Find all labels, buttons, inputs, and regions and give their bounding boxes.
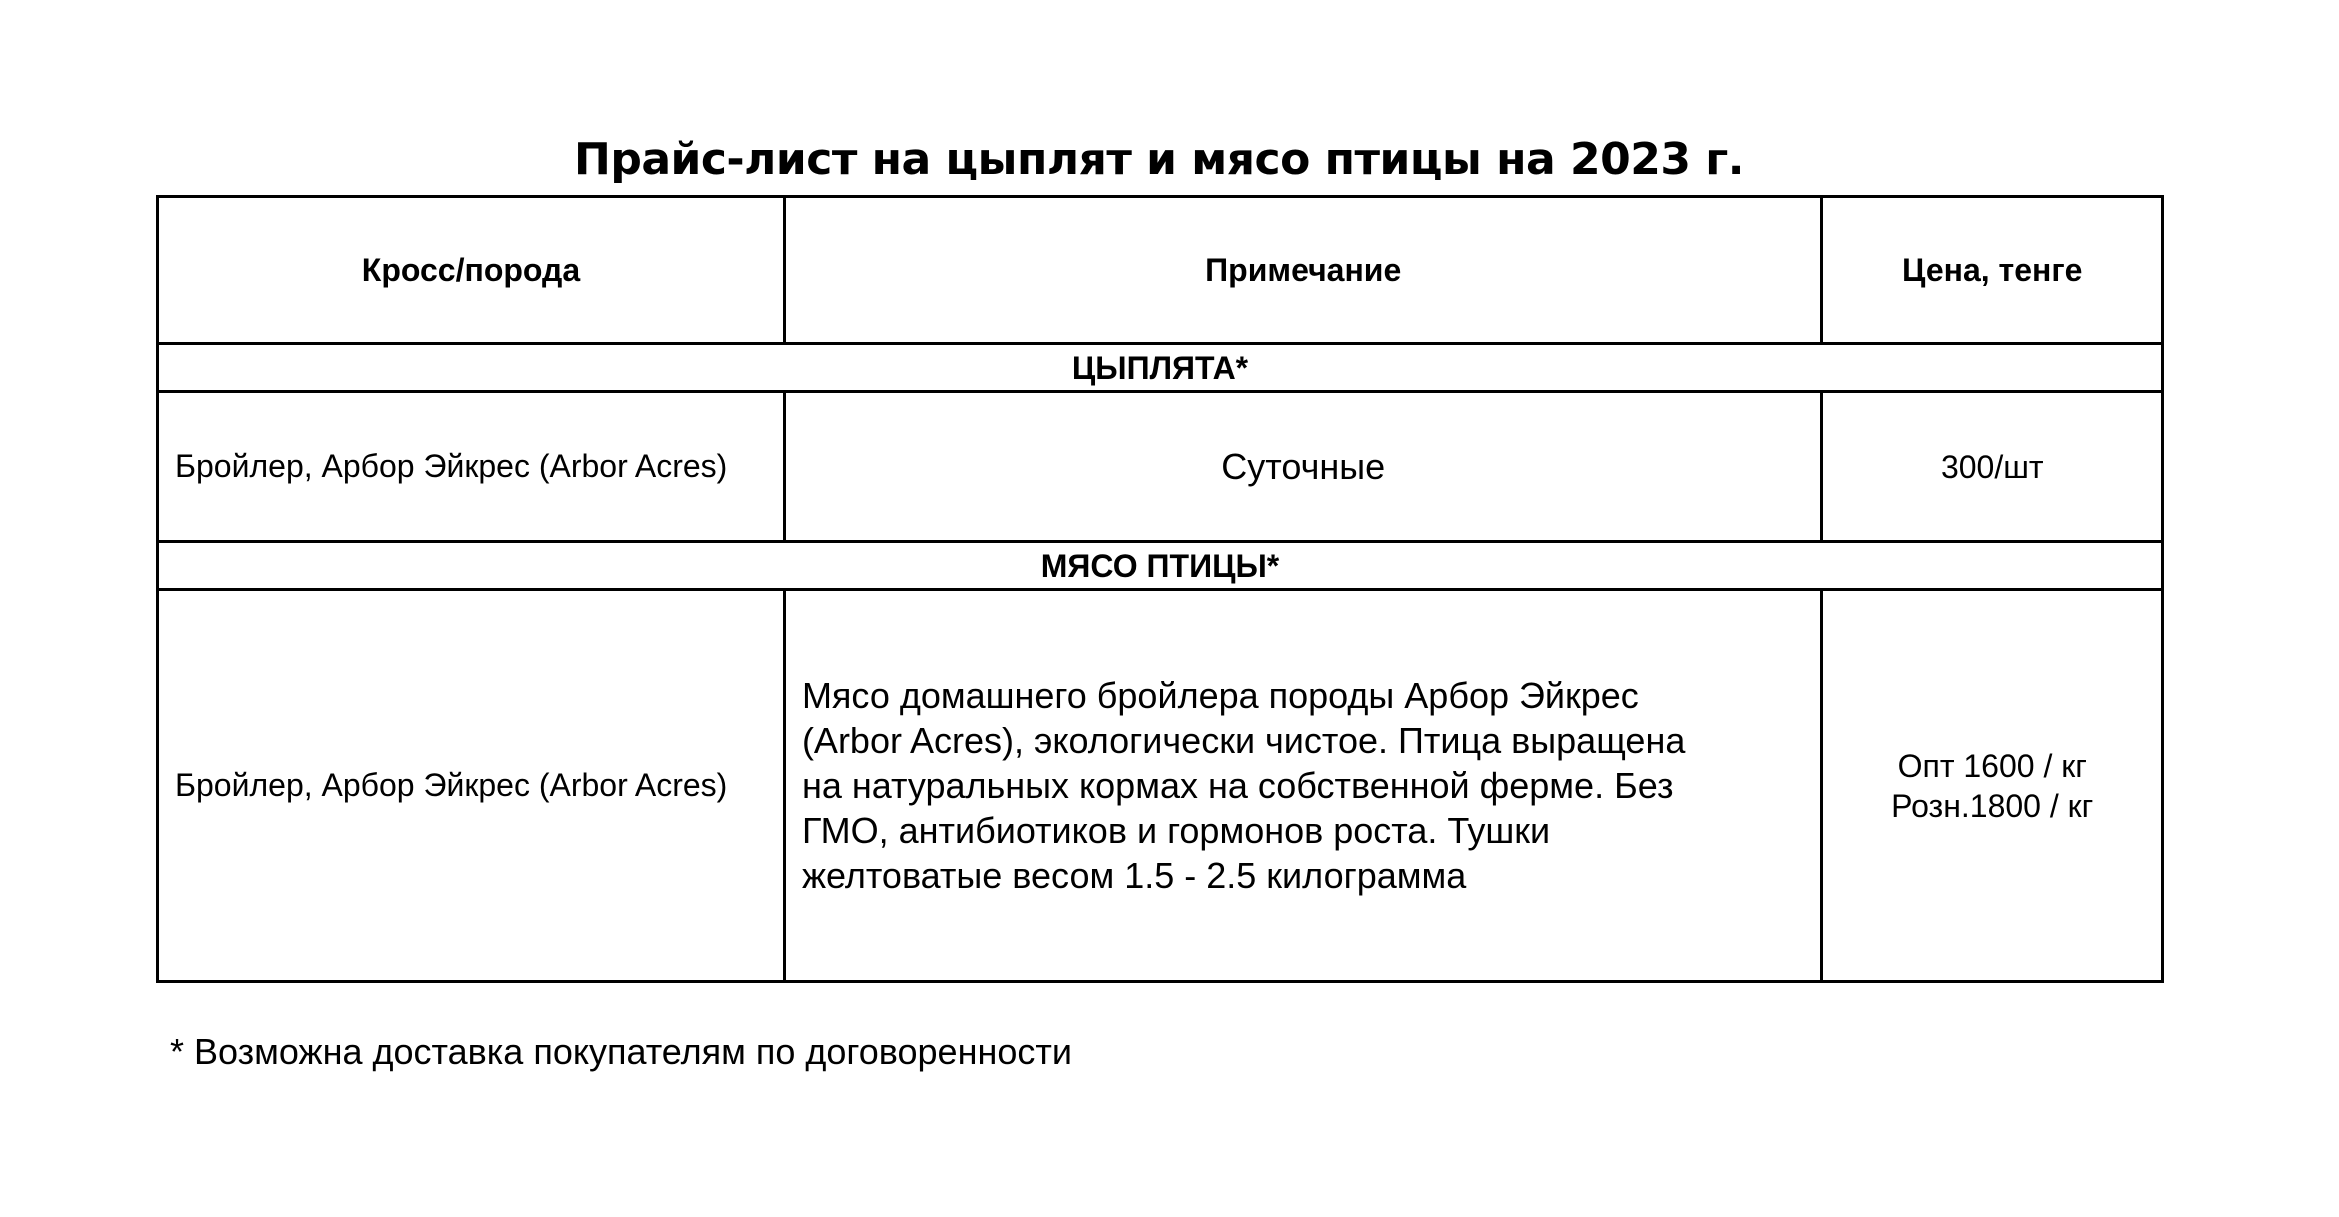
note-cell bbox=[784, 590, 1822, 982]
note-line: ГМО, антибиотиков и гормонов роста. Тушки bbox=[801, 810, 1551, 851]
note-line: (Arbor Acres), экологически чистое. Птица выращена bbox=[801, 720, 1686, 761]
table-row bbox=[158, 392, 2163, 542]
note-line: на натуральных кормах на собственной ферме. Без bbox=[801, 765, 1674, 806]
header-breed: Кросс/порода bbox=[158, 197, 785, 344]
price-line-wholesale: Опт 1600 / кг bbox=[1897, 747, 2087, 784]
header-price: Цена, тенге bbox=[1822, 197, 2163, 344]
section-title-meat: МЯСО ПТИЦЫ* bbox=[158, 542, 2163, 590]
page-title: Прайс-лист на цыплят и мясо птицы на 2023 г. bbox=[574, 134, 1744, 185]
price-line-retail: Розн.1800 / кг bbox=[1891, 787, 2094, 824]
breed-cell: Бройлер, Арбор Эйкрес (Arbor Acres) bbox=[158, 590, 785, 982]
breed-cell: Бройлер, Арбор Эйкрес (Arbor Acres) bbox=[158, 392, 785, 542]
section-header-meat bbox=[158, 542, 2163, 590]
header-note: Примечание bbox=[784, 197, 1822, 344]
price-table bbox=[156, 195, 2164, 983]
price-cell bbox=[1822, 392, 2163, 542]
note-line: Мясо домашнего бройлера породы Арбор Эйкрес bbox=[801, 675, 1639, 716]
footnote: * Возможна доставка покупателям по договоренности bbox=[170, 1031, 1072, 1072]
table-row bbox=[158, 590, 2163, 982]
section-title-chicks: ЦЫПЛЯТА* bbox=[158, 344, 2163, 392]
section-header-chicks bbox=[158, 344, 2163, 392]
note-cell: Суточные bbox=[784, 392, 1822, 542]
note-line: желтоватые весом 1.5 - 2.5 килограмма bbox=[801, 855, 1467, 896]
table-header-row bbox=[158, 197, 2163, 344]
price-cell bbox=[1822, 590, 2163, 982]
price-line: 300/шт bbox=[1940, 448, 2044, 485]
